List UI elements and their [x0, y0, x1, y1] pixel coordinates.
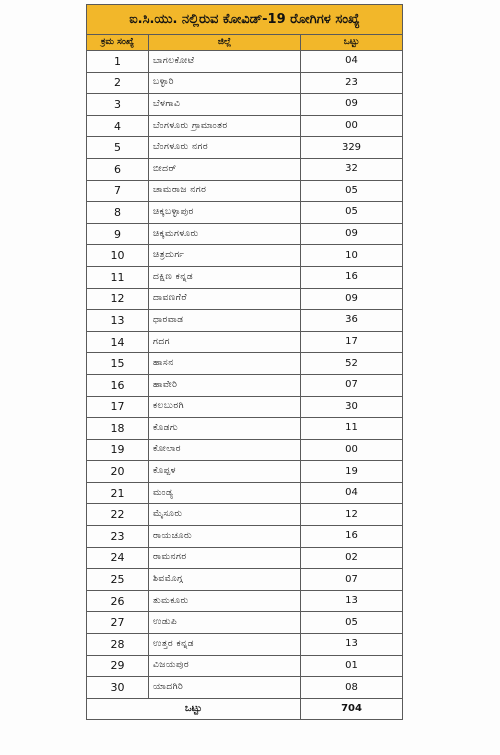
row-patient-count: 01	[301, 655, 403, 677]
row-serial-number: 3	[87, 94, 149, 116]
row-serial-number: 21	[87, 482, 149, 504]
row-patient-count: 12	[301, 504, 403, 526]
row-district-name: ಗದಗ	[149, 331, 301, 353]
row-district-name: ಬೀದರ್	[149, 158, 301, 180]
row-district-name: ಚಾಮರಾಜ ನಗರ	[149, 180, 301, 202]
row-serial-number: 6	[87, 158, 149, 180]
row-district-name: ಕೋಲಾರ	[149, 439, 301, 461]
table-row	[87, 396, 403, 418]
table-row	[87, 374, 403, 396]
row-district-name: ಬಾಗಲಕೋಟೆ	[149, 51, 301, 73]
table-row	[87, 288, 403, 310]
table-row	[87, 677, 403, 699]
row-district-name: ಚಿಕ್ಕಮಗಳೂರು	[149, 223, 301, 245]
row-patient-count: 07	[301, 569, 403, 591]
row-serial-number: 12	[87, 288, 149, 310]
table-row	[87, 461, 403, 483]
table-row	[87, 245, 403, 267]
row-district-name: ರಾಮನಗರ	[149, 547, 301, 569]
row-district-name: ವಿಜಯಪುರ	[149, 655, 301, 677]
row-patient-count: 05	[301, 202, 403, 224]
row-district-name: ಯಾದಗಿರಿ	[149, 677, 301, 699]
row-serial-number: 5	[87, 137, 149, 159]
row-serial-number: 23	[87, 526, 149, 548]
row-patient-count: 19	[301, 461, 403, 483]
column-header-row	[87, 35, 403, 51]
table-row	[87, 612, 403, 634]
row-serial-number: 20	[87, 461, 149, 483]
row-district-name: ಉತ್ತರ ಕನ್ನಡ	[149, 634, 301, 656]
row-serial-number: 28	[87, 634, 149, 656]
table-row	[87, 266, 403, 288]
table-row	[87, 223, 403, 245]
row-district-name: ಹಾವೇರಿ	[149, 374, 301, 396]
row-patient-count: 32	[301, 158, 403, 180]
row-serial-number: 14	[87, 331, 149, 353]
row-district-name: ಉಡುಪಿ	[149, 612, 301, 634]
table-body	[87, 51, 403, 699]
table-row	[87, 504, 403, 526]
row-patient-count: 52	[301, 353, 403, 375]
row-serial-number: 8	[87, 202, 149, 224]
table-row	[87, 180, 403, 202]
table-row	[87, 51, 403, 73]
row-patient-count: 36	[301, 310, 403, 332]
row-district-name: ಮೈಸೂರು	[149, 504, 301, 526]
row-district-name: ಧಾರವಾಡ	[149, 310, 301, 332]
row-serial-number: 22	[87, 504, 149, 526]
row-district-name: ಕಲಬುರಗಿ	[149, 396, 301, 418]
row-serial-number: 2	[87, 72, 149, 94]
row-district-name: ಚಿತ್ರದುರ್ಗ	[149, 245, 301, 267]
row-serial-number: 4	[87, 115, 149, 137]
row-patient-count: 05	[301, 180, 403, 202]
row-district-name: ರಾಯಚೂರು	[149, 526, 301, 548]
row-patient-count: 16	[301, 526, 403, 548]
row-serial-number: 10	[87, 245, 149, 267]
row-district-name: ಬಳ್ಳಾರಿ	[149, 72, 301, 94]
row-serial-number: 7	[87, 180, 149, 202]
row-district-name: ಬೆಂಗಳೂರು ಗ್ರಾಮಾಂತರ	[149, 115, 301, 137]
column-header-total: ಒಟ್ಟು	[301, 35, 403, 51]
row-patient-count: 05	[301, 612, 403, 634]
row-patient-count: 30	[301, 396, 403, 418]
row-patient-count: 329	[301, 137, 403, 159]
row-patient-count: 11	[301, 418, 403, 440]
row-patient-count: 13	[301, 634, 403, 656]
row-serial-number: 26	[87, 590, 149, 612]
table-row	[87, 482, 403, 504]
row-district-name: ಹಾಸನ	[149, 353, 301, 375]
row-serial-number: 11	[87, 266, 149, 288]
row-patient-count: 09	[301, 223, 403, 245]
table-row	[87, 72, 403, 94]
row-serial-number: 9	[87, 223, 149, 245]
row-patient-count: 16	[301, 266, 403, 288]
column-header-district: ಜಿಲ್ಲೆ	[149, 35, 301, 51]
icu-covid-table	[86, 4, 403, 720]
row-patient-count: 17	[301, 331, 403, 353]
table-row	[87, 569, 403, 591]
row-district-name: ದಕ್ಷಿಣ ಕನ್ನಡ	[149, 266, 301, 288]
row-patient-count: 09	[301, 288, 403, 310]
row-serial-number: 19	[87, 439, 149, 461]
row-serial-number: 16	[87, 374, 149, 396]
column-header-sl: ಕ್ರಮ ಸಂಖ್ಯೆ	[87, 35, 149, 51]
total-label: ಒಟ್ಟು	[87, 698, 301, 719]
table-row	[87, 547, 403, 569]
table-row	[87, 353, 403, 375]
row-serial-number: 13	[87, 310, 149, 332]
total-value: 704	[301, 698, 403, 719]
row-patient-count: 23	[301, 72, 403, 94]
row-district-name: ಬೆಂಗಳೂರು ನಗರ	[149, 137, 301, 159]
table-row	[87, 590, 403, 612]
table-row	[87, 202, 403, 224]
table-row	[87, 137, 403, 159]
table-row	[87, 331, 403, 353]
row-district-name: ಮಂಡ್ಯ	[149, 482, 301, 504]
row-patient-count: 07	[301, 374, 403, 396]
row-serial-number: 17	[87, 396, 149, 418]
table-row	[87, 418, 403, 440]
row-serial-number: 30	[87, 677, 149, 699]
table-row	[87, 115, 403, 137]
table-title: ಐ.ಸಿ.ಯು. ನಲ್ಲಿರುವ ಕೋವಿಡ್-19 ರೋಗಿಗಳ ಸಂಖ್ಯೆ	[87, 5, 403, 35]
row-patient-count: 09	[301, 94, 403, 116]
row-district-name: ಚಿಕ್ಕಬಳ್ಳಾಪುರ	[149, 202, 301, 224]
total-row	[87, 698, 403, 719]
row-serial-number: 18	[87, 418, 149, 440]
row-district-name: ಶಿವಮೊಗ್ಗ	[149, 569, 301, 591]
table-row	[87, 439, 403, 461]
row-patient-count: 00	[301, 115, 403, 137]
row-patient-count: 04	[301, 51, 403, 73]
table-row	[87, 634, 403, 656]
row-patient-count: 13	[301, 590, 403, 612]
row-district-name: ಬೆಳಗಾವಿ	[149, 94, 301, 116]
row-patient-count: 00	[301, 439, 403, 461]
table-row	[87, 310, 403, 332]
row-serial-number: 1	[87, 51, 149, 73]
row-serial-number: 25	[87, 569, 149, 591]
row-serial-number: 15	[87, 353, 149, 375]
table-row	[87, 655, 403, 677]
row-serial-number: 29	[87, 655, 149, 677]
row-patient-count: 02	[301, 547, 403, 569]
row-district-name: ಕೊಪ್ಪಳ	[149, 461, 301, 483]
table-row	[87, 94, 403, 116]
row-patient-count: 08	[301, 677, 403, 699]
row-patient-count: 04	[301, 482, 403, 504]
row-district-name: ದಾವಣಗೆರೆ	[149, 288, 301, 310]
row-district-name: ಕೊಡಗು	[149, 418, 301, 440]
table-row	[87, 526, 403, 548]
row-serial-number: 27	[87, 612, 149, 634]
row-serial-number: 24	[87, 547, 149, 569]
row-district-name: ತುಮಕೂರು	[149, 590, 301, 612]
table-row	[87, 158, 403, 180]
row-patient-count: 10	[301, 245, 403, 267]
